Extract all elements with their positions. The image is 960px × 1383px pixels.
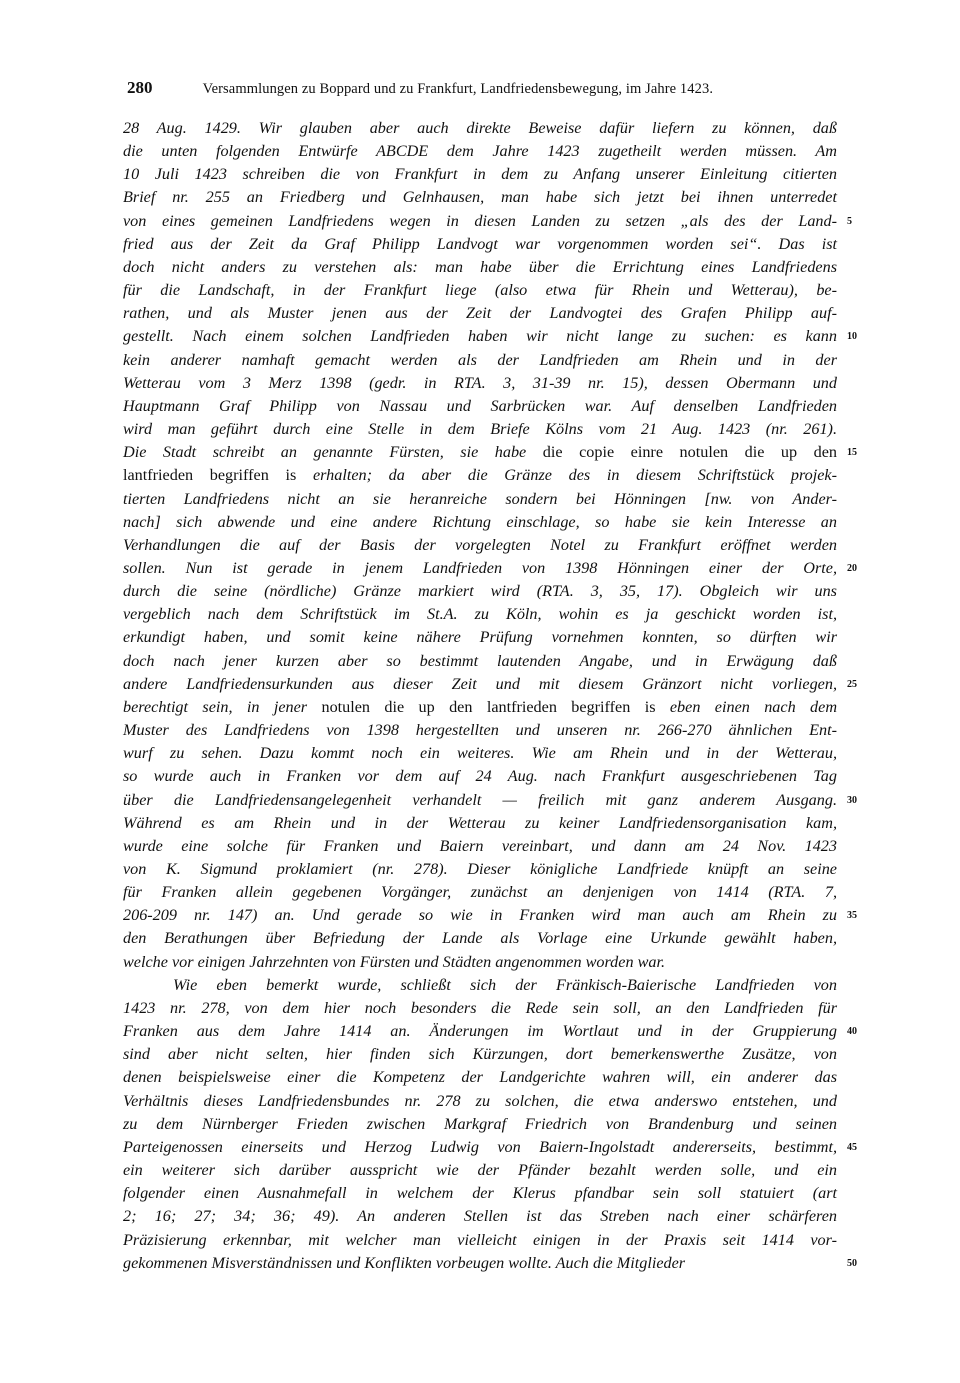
text-line: [123, 349, 837, 372]
text-line: [123, 233, 837, 256]
quoted-source-text: die copie einre notulen die up den: [542, 443, 838, 462]
text-line: [123, 163, 837, 186]
text-segment: berechtigt sein, in jener: [123, 697, 322, 716]
text-line: [123, 256, 837, 279]
text-line: [123, 789, 837, 812]
text-line: [123, 1090, 837, 1113]
text-line: [123, 1182, 837, 1205]
text-segment: Präzisierung erkennbar, mit welcher man vielleicht einigen in der Praxis seit 1414 vor-: [123, 1230, 837, 1249]
text-segment: durch die seine (nördliche) Gränze markiert wird (RTA. 3, 35, 17). Obgleich wir uns: [123, 582, 837, 601]
text-segment: für Franken allein gegebenen Vorgänger, zunächst an denjenigen von 1414 (RTA. 7,: [123, 883, 837, 902]
text-segment: die unten folgenden Entwürfe ABCDE dem Jahre 1423 zugetheilt werden müssen. Am: [123, 142, 837, 161]
text-line: [123, 140, 837, 163]
text-segment: nach] sich abwende und eine andere Richtung einschlage, so habe sie kein Interesse an: [123, 512, 837, 531]
text-segment: rathen, und als Muster jenen aus der Zeit der Landvogtei des Grafen Philipp auf-: [123, 304, 837, 323]
text-segment: Muster des Landfriedens von 1398 hergestellten und unseren nr. 266-270 ähnlichen Ent-: [123, 721, 837, 740]
text-segment: zu dem Nürnberger Frieden zwischen Markgraf Friedrich von Brandenburg und seinen: [123, 1114, 837, 1133]
text-line: [123, 812, 837, 835]
text-line: [123, 719, 837, 742]
text-segment: vergeblich nach dem Schriftstück im St.A. zu Köln, wohin es ja geschickt worden ist,: [123, 605, 837, 624]
line-number: 20: [847, 563, 857, 575]
page-header: [127, 78, 837, 102]
text-line: [123, 765, 837, 788]
text-line: [123, 1113, 837, 1136]
text-segment: wurde eine solche für Franken und Baiern vereinbart, und dann am 24 Nov. 1423: [123, 836, 837, 855]
text-segment: 10 Juli 1423 schreiben die von Frankfurt in dem zu Anfang unserer Einleitung citierten: [123, 165, 837, 184]
text-line: [123, 1252, 837, 1275]
text-line: [123, 418, 837, 441]
text-line: [123, 927, 837, 950]
text-segment: kein anderer namhaft gemacht werden als der Landfrieden am Rhein und in der: [123, 350, 837, 369]
text-segment: über die Landfriedensangelegenheit verhandelt — freilich mit ganz anderem Ausgang.: [123, 790, 837, 809]
text-line: [123, 1020, 837, 1043]
text-line: [123, 210, 837, 233]
body-text: [123, 117, 837, 1275]
text-segment: erkundigt haben, und somit keine nähere Prüfung vornehmen konnten, so dürften wir: [123, 628, 837, 647]
text-line: [123, 464, 837, 487]
text-segment: 1423 nr. 278, von dem hier noch besonders die Rede sein soll, an den Landfrieden für: [123, 998, 837, 1017]
text-line: [123, 673, 837, 696]
text-line: [123, 580, 837, 603]
text-segment: von K. Sigmund proklamiert (nr. 278). Dieser königliche Landfriede knüpft an seine: [123, 860, 837, 878]
text-segment: wird man geführt durch eine Stelle in dem Briefe Kölns vom 21 Aug. 1423 (nr. 261).: [123, 420, 837, 439]
text-segment: Wie eben bemerkt wurde, schließt sich der Fränkisch-Baierische Landfrieden von: [173, 975, 837, 994]
text-line: [123, 1229, 837, 1252]
text-segment: Brief nr. 255 an Friedberg und Gelnhausen, man habe sich jetzt bei ihnen unterredet: [123, 188, 837, 207]
text-segment: tierten Landfriedens nicht an sie heranreiche sondern bei Hönningen [nw. von Ander-: [123, 489, 837, 508]
text-line: [123, 696, 837, 719]
line-number: 10: [847, 331, 857, 343]
text-segment: Wetterau vom 3 Merz 1398 (gedr. in RTA. 3, 31-39 nr. 15), dessen Obermann und: [123, 373, 837, 392]
text-segment: Verhältnis dieses Landfriedensbundes nr. 278 zu solchen, die etwa anderswo entstehen, und: [123, 1091, 837, 1110]
text-line: [123, 742, 837, 765]
text-segment: andere Landfriedensurkunden aus dieser Zeit und mit diesem Gränzort nicht vorliegen,: [123, 674, 837, 693]
line-number: 50: [847, 1257, 857, 1269]
text-line: [123, 186, 837, 209]
text-segment: Franken aus dem Jahre 1414 an. Änderungen im Wortlaut und in der Gruppierung: [123, 1022, 837, 1041]
text-segment: gestellt. Nach einem solchen Landfrieden haben wir nicht lange zu suchen: es kann: [123, 327, 837, 346]
text-segment: erhalten; da aber die Gränze des in diesem Schriftstück projek-: [296, 466, 838, 485]
text-segment: Während es am Rhein und in der Wetterau zu keiner Landfriedensorganisation kam,: [123, 813, 837, 832]
text-line: [123, 904, 837, 927]
line-number: 5: [847, 215, 852, 227]
line-number: 15: [847, 447, 857, 459]
text-line: [123, 534, 837, 557]
text-line: [123, 441, 837, 464]
text-line: [123, 372, 837, 395]
text-line: [123, 1159, 837, 1182]
text-segment: denen beispielsweise einer die Kompetenz der Landgerichte wahren will, ein anderer das: [123, 1068, 837, 1087]
text-segment: ein weiterer sich darüber ausspricht wie der Pfänder bezahlt werden solle, und ein: [123, 1161, 837, 1180]
text-segment: doch nicht anders zu verstehen als: man habe über die Errichtung eines Landfriedens: [123, 257, 837, 276]
text-line: [123, 325, 837, 348]
text-segment: 28 Aug. 1429. Wir glauben aber auch direkte Beweise dafür liefern zu können, daß: [123, 119, 837, 137]
text-line: [123, 1205, 837, 1228]
text-line: [123, 302, 837, 325]
text-segment: sollen. Nun ist gerade in jenem Landfrieden von 1398 Hönningen einer der Orte,: [123, 558, 837, 577]
text-line: [123, 488, 837, 511]
text-segment: Parteigenossen einerseits und Herzog Ludwig von Baiern-Ingolstadt andererseits, bestimmt,: [123, 1137, 837, 1156]
text-segment: Verhandlungen die auf der Basis der vorgelegten Notel zu Frankfurt eröffnet werden: [123, 535, 837, 554]
text-line: [123, 279, 837, 302]
text-line: [123, 626, 837, 649]
text-segment: 206-209 nr. 147) an. Und gerade so wie in Franken wird man auch am Rhein zu: [123, 906, 837, 925]
text-segment: folgender einen Ausnahmefall in welchem der Klerus pfandbar sein soll statuiert (art: [123, 1184, 837, 1203]
text-line: [123, 997, 837, 1020]
text-line: [123, 650, 837, 673]
text-segment: von eines gemeinen Landfriedens wegen in diesen Landen zu setzen „als des der Land-: [123, 211, 837, 230]
text-segment: Hauptmann Graf Philipp von Nassau und Sarbrücken war. Auf denselben Landfrieden: [123, 396, 837, 415]
line-number: 40: [847, 1026, 857, 1038]
text-segment: Die Stadt schreibt an genannte Fürsten, sie habe: [123, 443, 543, 462]
line-number: 35: [847, 910, 857, 922]
text-segment: sind aber nicht selten, hier finden sich Kürzungen, dort bemerkenswerthe Zusätze, von: [123, 1045, 837, 1064]
text-line: [123, 858, 837, 881]
text-segment: den Berathungen über Befriedung der Lande als Vorlage eine Urkunde gewählt haben,: [123, 929, 837, 948]
text-line: [123, 951, 837, 974]
text-segment: für die Landschaft, in der Frankfurt liege (also etwa für Rhein und Wetterau), be-: [123, 281, 837, 300]
text-segment: eben einen nach dem: [655, 697, 838, 716]
text-segment: doch nach jener kurzen aber so bestimmt lautenden Angabe, und in Erwägung daß: [123, 651, 837, 670]
text-segment: welche vor einigen Jahrzehnten von Fürsten und Städten angenommen worden war.: [123, 952, 666, 971]
text-line: [123, 557, 837, 580]
text-segment: so wurde auch in Franken vor dem auf 24 Aug. nach Frankfurt ausgeschriebenen Tag: [123, 767, 837, 786]
text-line: [123, 974, 837, 997]
text-line: [123, 395, 837, 418]
text-line: [123, 1043, 837, 1066]
text-segment: 2; 16; 27; 34; 36; 49). An anderen Stellen ist das Streben nach einer schärferen: [123, 1207, 837, 1226]
text-line: [123, 511, 837, 534]
text-line: [123, 1136, 837, 1159]
line-number: 45: [847, 1142, 857, 1154]
text-segment: wurf zu sehen. Dazu kommt noch ein weiteres. Wie am Rhein und in der Wetterau,: [123, 744, 837, 763]
text-line: [123, 835, 837, 858]
quoted-source-text: notulen die up den lantfrieden begriffen is: [321, 697, 656, 716]
text-segment: fried aus der Zeit da Graf Philipp Landvogt war vorgenommen worden sei“. Das ist: [123, 234, 837, 253]
line-number: 30: [847, 794, 857, 806]
page-number: 280: [127, 78, 153, 97]
text-segment: gekommenen Misverständnissen und Konflikten vorbeugen wollte. Auch die Mitglieder: [123, 1253, 686, 1272]
running-title: Versammlungen zu Boppard und zu Frankfurt, Landfriedensbewegung, im Jahre 1423.: [202, 81, 714, 97]
quoted-source-text: lantfrieden begriffen is: [123, 466, 297, 485]
line-number: 25: [847, 678, 857, 690]
text-line: [123, 117, 837, 140]
text-line: [123, 1066, 837, 1089]
text-line: [123, 881, 837, 904]
text-line: [123, 603, 837, 626]
